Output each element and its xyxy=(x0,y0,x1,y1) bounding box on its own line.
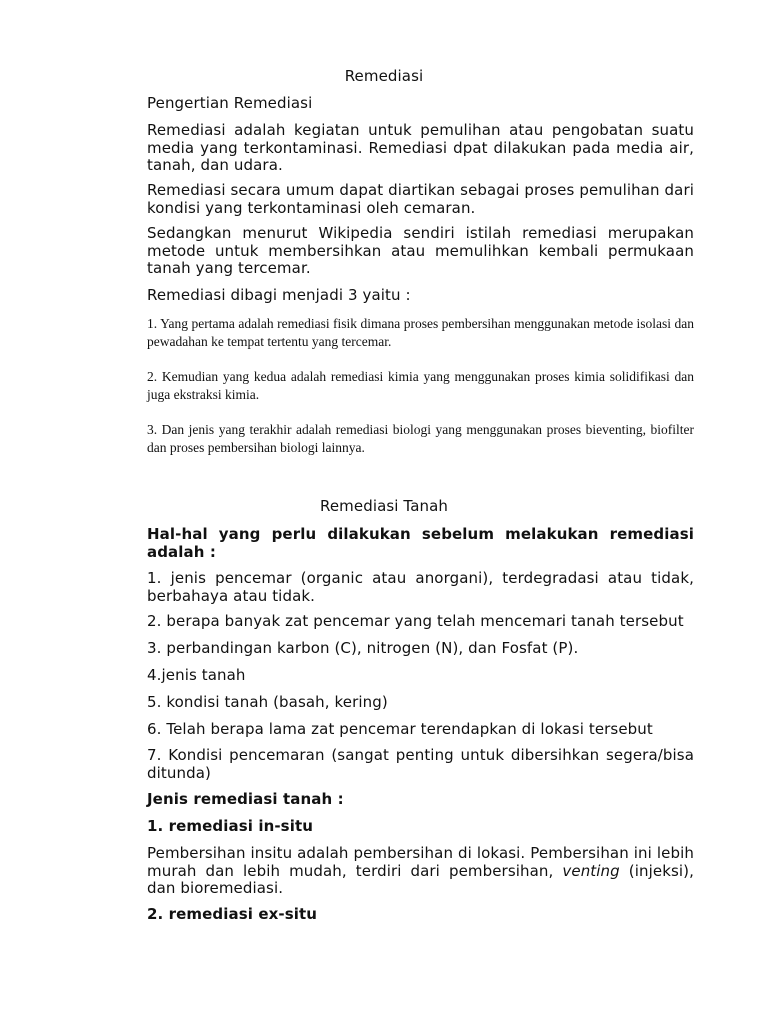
subheading-ex-situ: 2. remediasi ex-situ xyxy=(147,905,318,923)
paragraph-division-intro: Remediasi dibagi menjadi 3 yaitu : xyxy=(147,286,411,304)
paragraph-definition: Remediasi adalah kegiatan untuk pemulihan atau pengobatan suatu media yang terkontaminasi. Remediasi dpat dilakukan pada media air, tanah, dan udara. xyxy=(147,121,694,174)
serif-list-item: 2. Kemudian yang kedua adalah remediasi kimia yang menggunakan proses kimia solidifikasi dan juga ekstraksi kimia. xyxy=(147,369,694,402)
list-item: 2. berapa banyak zat pencemar yang telah mencemari tanah tersebut xyxy=(147,612,684,630)
list-item: 6. Telah berapa lama zat pencemar terendapkan di lokasi tersebut xyxy=(147,720,653,738)
list-item: 3. perbandingan karbon (C), nitrogen (N), dan Fosfat (P). xyxy=(147,639,579,657)
section-heading-types: Jenis remediasi tanah : xyxy=(147,790,344,808)
venting-term: venting xyxy=(562,861,620,880)
paragraph-in-situ xyxy=(147,845,694,898)
section-heading-pengertian: Pengertian Remediasi xyxy=(147,94,313,112)
serif-list-item: 1. Yang pertama adalah remediasi fisik dimana proses pembersihan menggunakan metode isolasi dan pewadahan ke tempat tertentu yang tercemar. xyxy=(147,316,694,349)
list-item: 5. kondisi tanah (basah, kering) xyxy=(147,693,388,711)
list-item: 1. jenis pencemar (organic atau anorgani), terdegradasi atau tidak, berbahaya atau tidak. xyxy=(147,569,694,605)
document-title: Remediasi xyxy=(344,67,424,85)
paragraph-in-situ-text: Pembersihan insitu adalah pembersihan di lokasi. Pembersihan ini lebih murah dan lebih mudah, terdiri dari pembersihan, xyxy=(147,844,694,880)
list-item: 4.jenis tanah xyxy=(147,666,246,684)
serif-list-item: 3. Dan jenis yang terakhir adalah remediasi biologi yang menggunakan proses bieventing, biofilter dan proses pembersihan biologi lainnya. xyxy=(147,422,694,455)
subheading-in-situ: 1. remediasi in-situ xyxy=(147,817,313,835)
paragraph-in-situ-text-end: (injeksi), dan bioremediasi. xyxy=(147,861,694,897)
list-item: 7. Kondisi pencemaran (sangat penting untuk dibersihkan segera/bisa ditunda) xyxy=(147,746,694,782)
section-heading-prerequisites: Hal-hal yang perlu dilakukan sebelum melakukan remediasi adalah : xyxy=(147,525,694,561)
paragraph-general-meaning: Remediasi secara umum dapat diartikan sebagai proses pemulihan dari kondisi yang terkontaminasi oleh cemaran. xyxy=(147,181,694,217)
section-title-remediasi-tanah: Remediasi Tanah xyxy=(319,497,449,515)
paragraph-wikipedia: Sedangkan menurut Wikipedia sendiri istilah remediasi merupakan metode untuk membersihkan atau memulihkan kembali permukaan tanah yang tercemar. xyxy=(147,224,694,277)
